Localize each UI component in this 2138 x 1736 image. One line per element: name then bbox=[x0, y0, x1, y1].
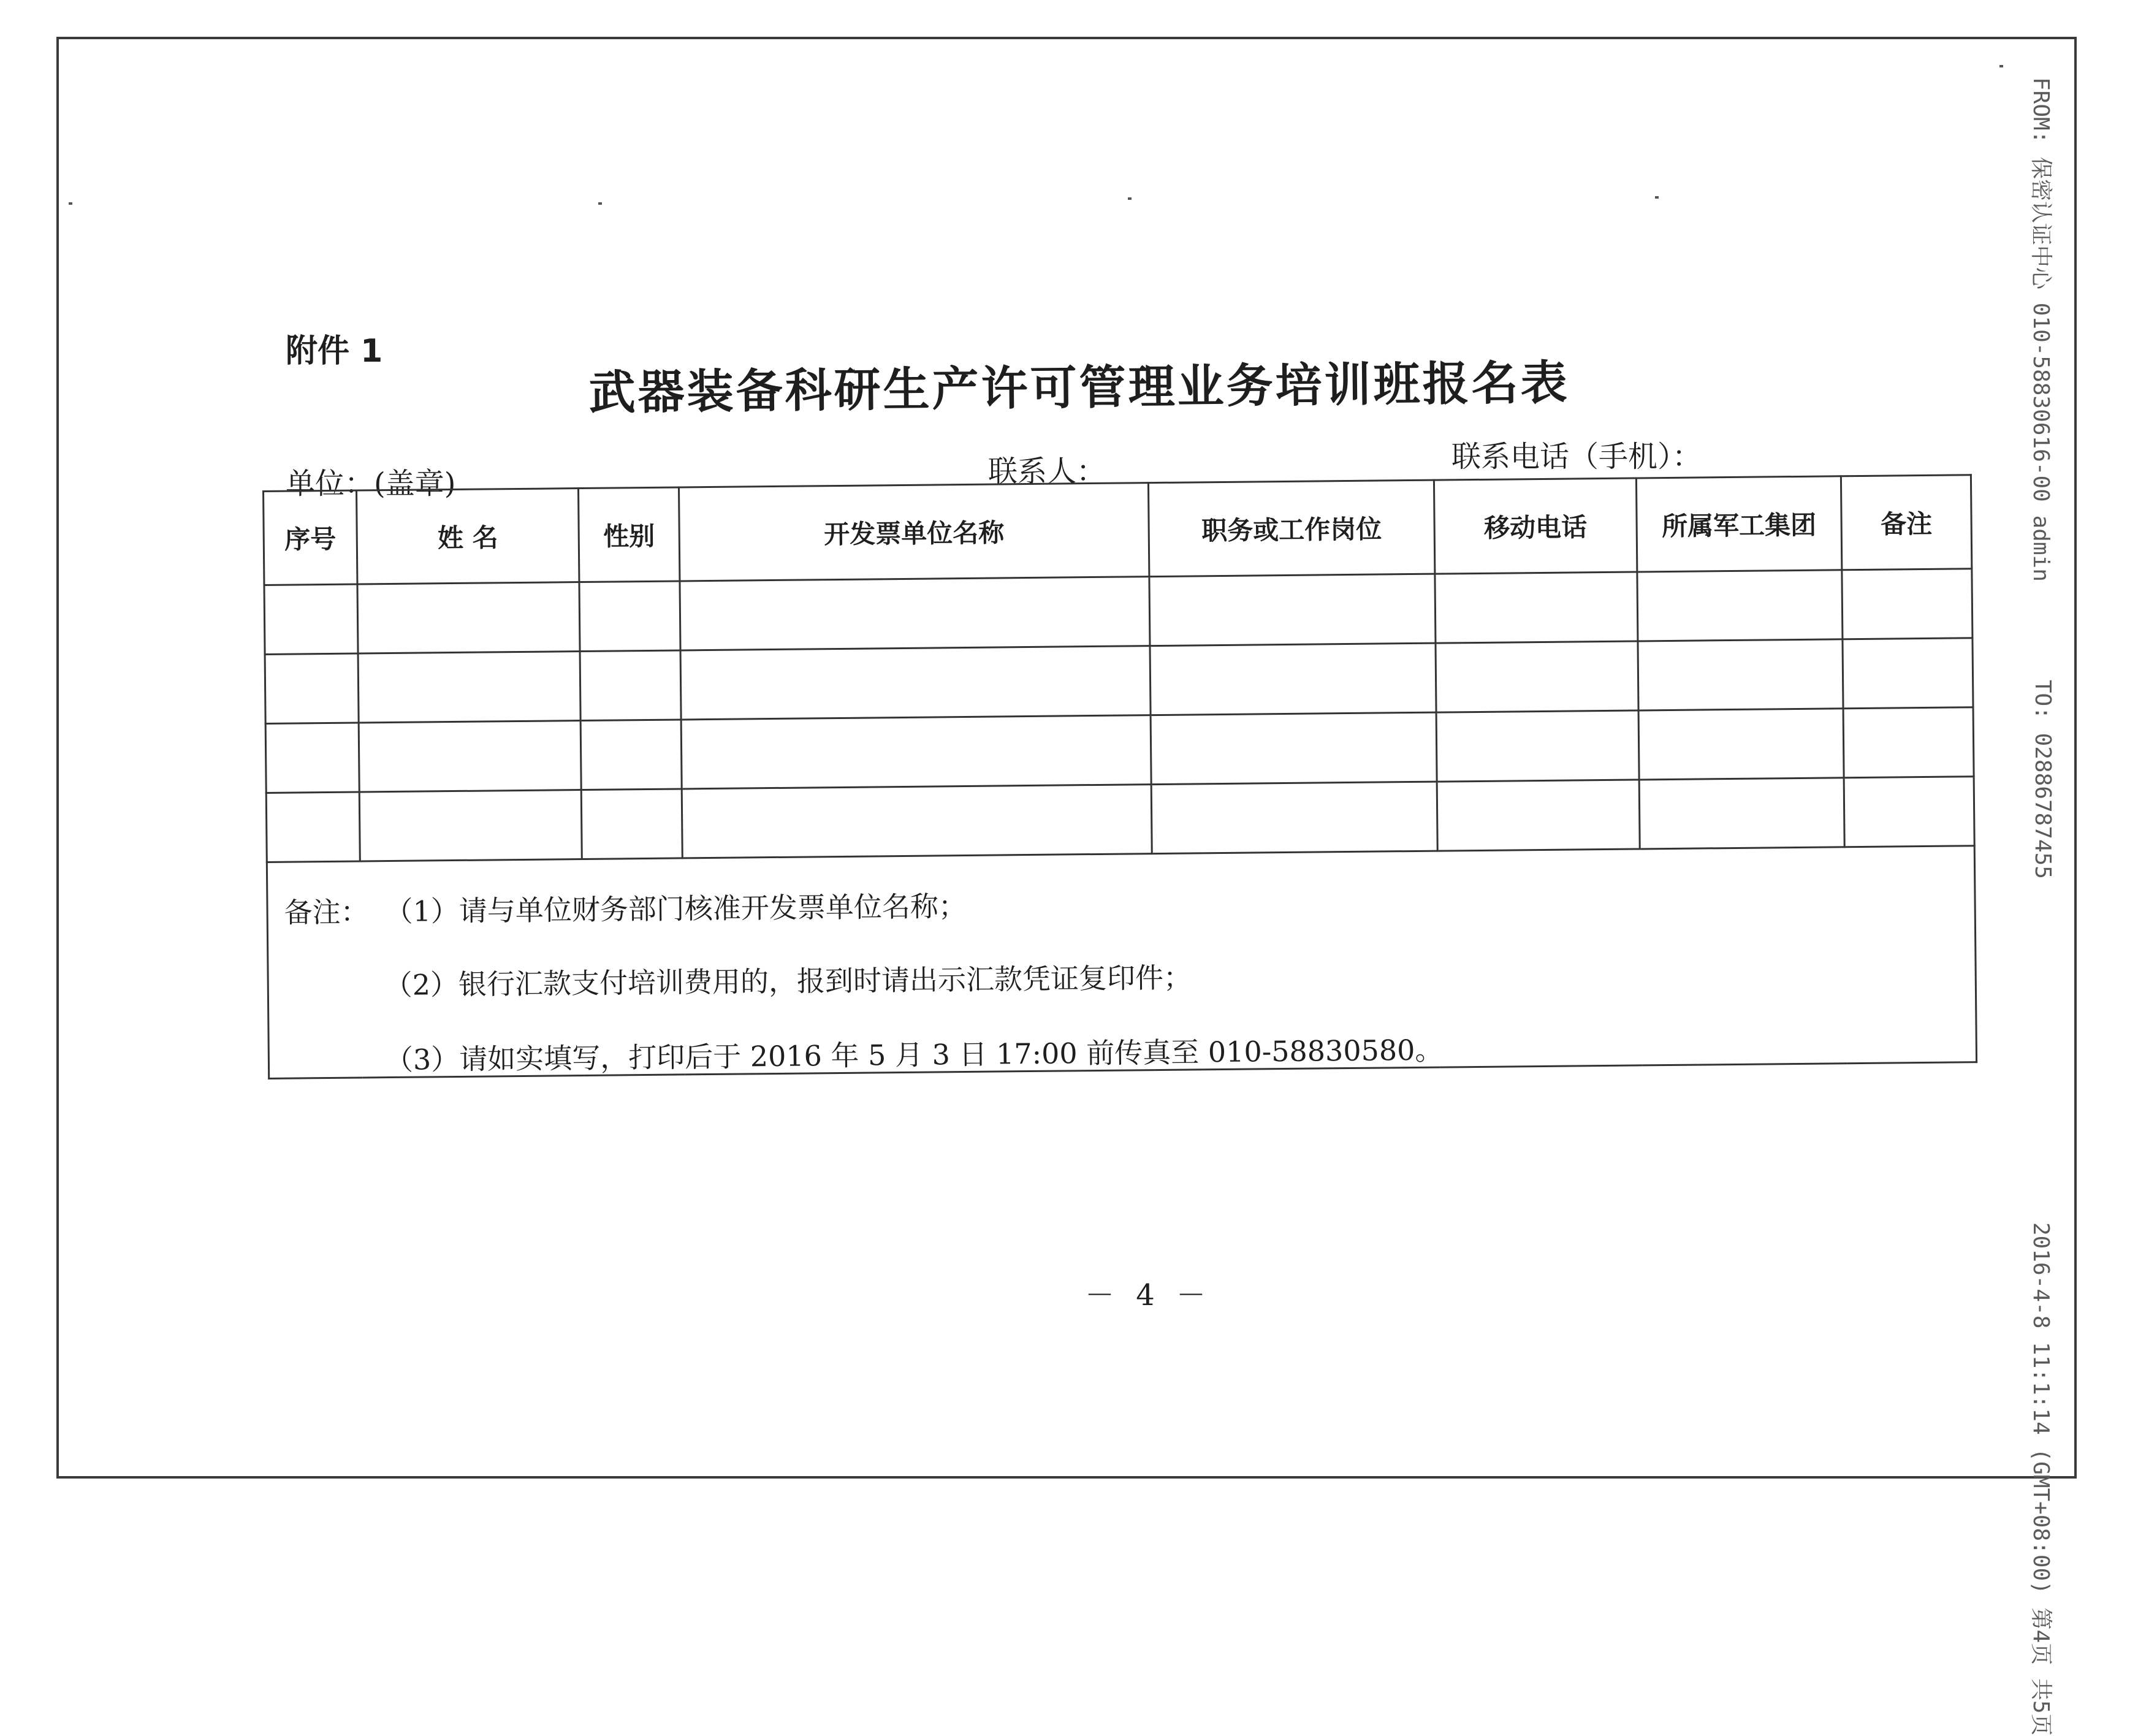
table-cell[interactable] bbox=[680, 646, 1151, 720]
table-cell[interactable] bbox=[357, 582, 580, 653]
table-cell[interactable] bbox=[1638, 709, 1844, 780]
notes-lead: 备注： bbox=[284, 895, 369, 929]
col-header-gender: 性别 bbox=[578, 487, 679, 582]
fax-from: FROM: 保密认证中心 010-58830616-00 admin bbox=[2028, 77, 2054, 582]
table-cell[interactable] bbox=[264, 584, 358, 654]
table-cell[interactable] bbox=[1435, 572, 1638, 643]
document-title: 武器装备科研生产许可管理业务培训班报名表 bbox=[588, 355, 1570, 420]
table-cell[interactable] bbox=[1843, 707, 1974, 778]
table-cell[interactable] bbox=[1149, 574, 1436, 645]
col-header-group: 所属军工集团 bbox=[1636, 476, 1841, 572]
table-cell[interactable] bbox=[358, 652, 580, 723]
table-cell[interactable] bbox=[1638, 639, 1843, 710]
scan-speck bbox=[598, 202, 602, 205]
registration-table bbox=[262, 474, 1977, 1079]
table-cell[interactable] bbox=[682, 785, 1152, 858]
table-cell[interactable] bbox=[359, 790, 582, 861]
table-cell[interactable] bbox=[1151, 712, 1437, 784]
col-header-name: 姓 名 bbox=[357, 489, 579, 584]
col-header-index: 序号 bbox=[264, 490, 357, 585]
table-cell[interactable] bbox=[681, 715, 1151, 789]
scan-speck bbox=[1999, 65, 2003, 67]
note-item: （3）请如实填写，打印后于 2016 年 5 月 3 日 17:00 前传真至 010-58830580。 bbox=[384, 1033, 1444, 1077]
table-cell[interactable] bbox=[581, 789, 682, 859]
table-cell[interactable] bbox=[1436, 641, 1638, 712]
col-header-position: 职务或工作岗位 bbox=[1148, 480, 1434, 576]
note-item: （2）银行汇款支付培训费用的，报到时请出示汇款凭证复印件； bbox=[384, 961, 1192, 1002]
attachment-label: 附件 1 bbox=[286, 333, 383, 370]
table-cell[interactable] bbox=[680, 577, 1150, 650]
registration-form bbox=[262, 474, 1976, 1077]
table-cell[interactable] bbox=[1151, 782, 1437, 853]
unit-field-label: 单位：(盖章) bbox=[286, 466, 456, 501]
fax-header bbox=[2015, 77, 2071, 1736]
table-cell[interactable] bbox=[1639, 778, 1844, 849]
table-cell[interactable] bbox=[1637, 570, 1843, 641]
table-cell[interactable] bbox=[580, 650, 681, 721]
notes-row bbox=[267, 846, 1976, 1079]
contact-field-label: 联系人： bbox=[988, 454, 1106, 489]
table-cell[interactable] bbox=[1436, 710, 1639, 782]
table-cell[interactable] bbox=[266, 792, 360, 862]
table-cell[interactable] bbox=[1437, 780, 1640, 851]
notes-cell bbox=[267, 846, 1976, 1079]
col-header-invoice-unit: 开发票单位名称 bbox=[679, 483, 1149, 581]
note-item: （1）请与单位财务部门核准开发票单位名称； bbox=[384, 889, 967, 929]
col-header-mobile: 移动电话 bbox=[1434, 478, 1637, 574]
table-cell[interactable] bbox=[1843, 638, 1973, 709]
table-cell[interactable] bbox=[580, 720, 682, 790]
table-cell[interactable] bbox=[579, 581, 680, 652]
table-cell[interactable] bbox=[265, 723, 359, 793]
scan-speck bbox=[1128, 197, 1132, 200]
fax-timestamp: 2016-4-8 11:1:14 (GMT+08:00) 第4页 共5页 bbox=[2028, 1222, 2054, 1736]
col-header-remarks: 备注 bbox=[1841, 475, 1971, 570]
page-number: － 4 － bbox=[1085, 1278, 1212, 1312]
table-header-row bbox=[264, 475, 1972, 585]
table-cell[interactable] bbox=[1150, 643, 1436, 715]
phone-field-label: 联系电话（手机）： bbox=[1451, 440, 1702, 474]
fax-to: TO: 02886787455 bbox=[2030, 679, 2056, 879]
table-cell[interactable] bbox=[265, 653, 359, 723]
scan-speck bbox=[69, 202, 72, 205]
table-cell[interactable] bbox=[1844, 777, 1974, 847]
scan-speck bbox=[1655, 196, 1659, 199]
table-cell[interactable] bbox=[1842, 569, 1973, 639]
table-cell[interactable] bbox=[359, 721, 581, 792]
